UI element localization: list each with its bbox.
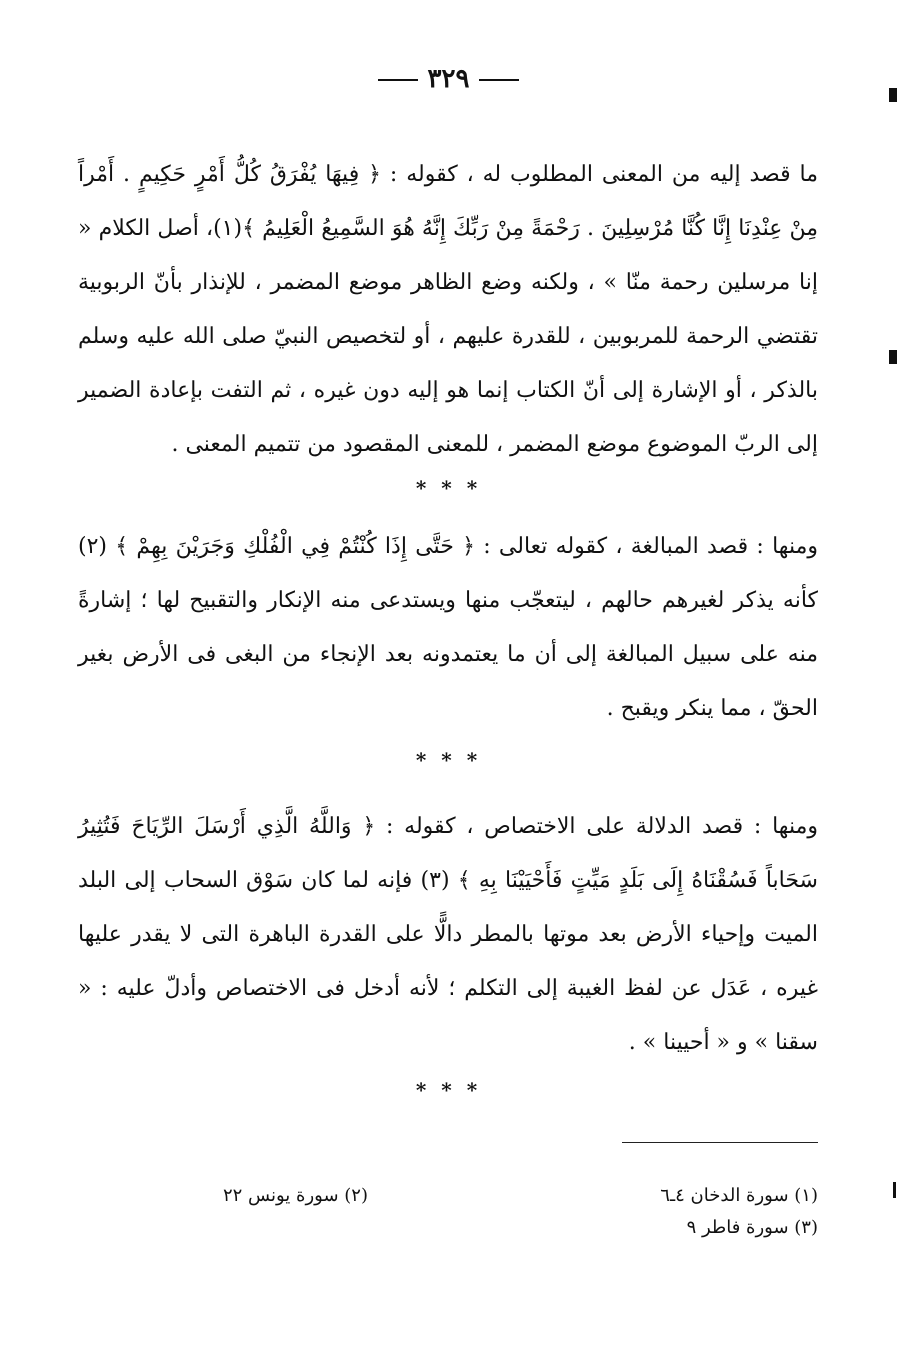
margin-mark [893,1182,896,1198]
page-number-dash [378,79,418,81]
page-number-dash [479,79,519,81]
section-separator: * * * [415,476,482,500]
footnote-3: (٣) سورة فاطر ٩ [686,1217,818,1238]
footnote-2: (٢) سورة يونس ٢٢ [222,1185,368,1206]
page-number-value: ٣٢٩ [427,64,470,94]
paragraph-3: ومنها : قصد الدلالة على الاختصاص ، كقوله : ﴿ وَاللَّهُ الَّذِي أَرْسَلَ الرِّيَاحَ فَتُثِيرُ سَحَاباً فَسُقْنَاهُ إِلَى بَلَدٍ مَيِّتٍ فَأَحْيَيْنَا بِهِ ﴾ (٣) فإنه لما كان سَوْق السحاب إلى البلد الميت وإحياء الأرض بعد موتها بالمطر دالًّا على القدرة الباهرة التى لا يقدر عليها غيره ، عَدَل عن لفظ الغيبة إلى التكلم ؛ لأنه أدخل فى الاختصاص وأدلّ عليه : « سقنا » و « أحيينا » . [78,814,818,1055]
paragraph-2: ومنها : قصد المبالغة ، كقوله تعالى : ﴿ حَتَّى إِذَا كُنْتُمْ فِي الْفُلْكِ وَجَرَيْنَ بِهِمْ ﴾ (٢) كأنه يذكر لغيرهم حالهم ، ليتعجّب منها ويستدعى منه الإنكار والتقبيح لها ؛ إشارةً منه على سبيل المبالغة إلى أن ما يعتمدونه بعد الإنجاء من البغى فى الأرض بغير الحقّ ، مما ينكر ويقبح . [78,534,818,721]
footnote-1: (١) سورة الدخان ٤ـ٦ [660,1185,818,1206]
section-separator: * * * [415,748,482,772]
margin-mark [889,350,897,364]
section-separator: * * * [415,1078,482,1102]
paragraph-1: ما قصد إليه من المعنى المطلوب له ، كقوله : ﴿ فِيهَا يُفْرَقُ كُلُّ أَمْرٍ حَكِيمٍ . أَمْراً مِنْ عِنْدِنَا إِنَّا كُنَّا مُرْسِلِينَ . رَحْمَةً مِنْ رَبِّكَ إِنَّهُ هُوَ السَّمِيعُ الْعَلِيمُ ﴾(١)، أصل الكلام « إنا مرسلين رحمة منّا » ، ولكنه وضع الظاهر موضع المضمر ، للإنذار بأنّ الربوبية تقتضي الرحمة للمربوبين ، للقدرة عليهم ، أو لتخصيص النبيّ صلى الله عليه وسلم بالذكر ، أو الإشارة إلى أنّ الكتاب إنما هو إليه دون غيره ، ثم التفت بإعادة الضمير إلى الربّ الموضوع موضع المضمر ، للمعنى المقصود من تتميم المعنى . [78,162,818,457]
page-number [0,64,897,94]
footnote-divider [622,1142,818,1143]
